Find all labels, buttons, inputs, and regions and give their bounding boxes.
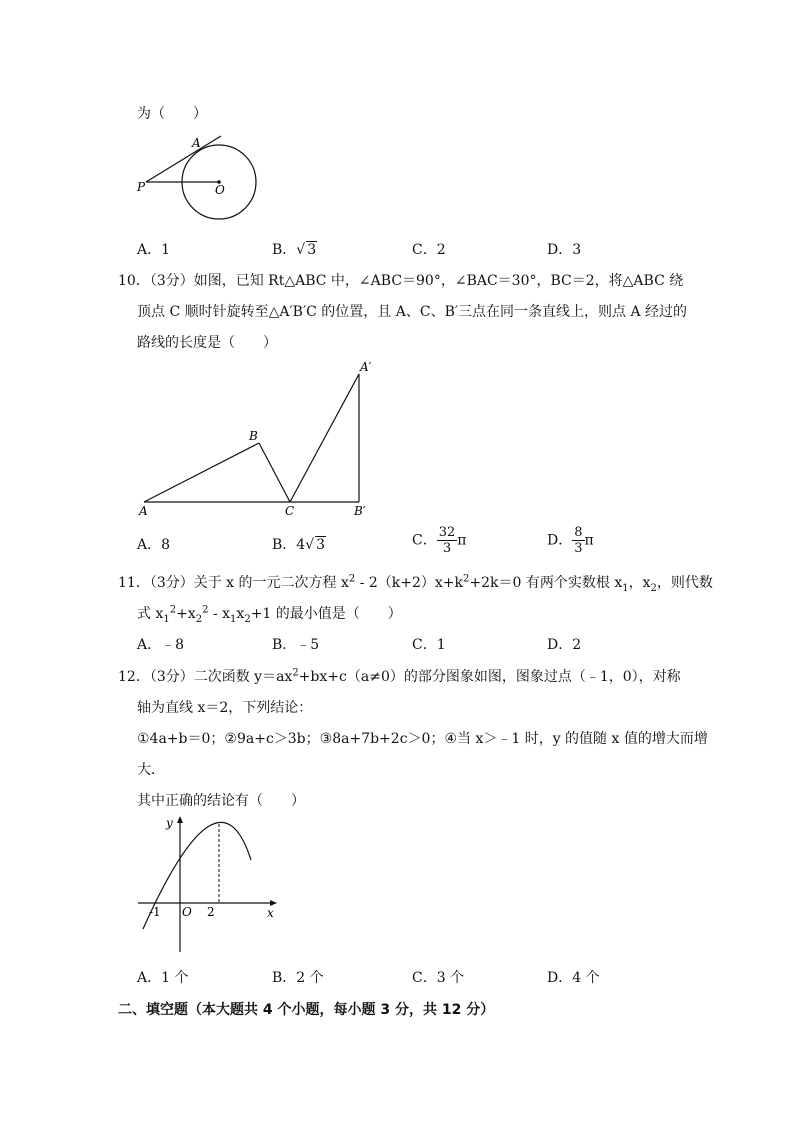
q11-sub-5: 1 xyxy=(230,613,237,625)
section-2-heading: 二、填空题（本大题共 4 个小题，每小题 3 分，共 12 分） xyxy=(118,1002,495,1018)
q12-label-y: y xyxy=(166,816,173,830)
q10-option-c-pi: π xyxy=(457,532,467,549)
q10-option-a: A．8 xyxy=(137,537,171,553)
q12-option-d: D．4 个 xyxy=(547,970,600,986)
q11-sub-1: 1 xyxy=(622,582,629,594)
q10-option-b-prefix: B．4 xyxy=(272,537,306,553)
q11-text-1e: ，则代数 xyxy=(656,575,713,591)
q10-line-2: 顶点 C 顺时针旋转至△A′B′C 的位置，且 A、C、B′三点在同一条直线上，则点 A 经过的 xyxy=(137,304,688,320)
q10-option-c-fraction xyxy=(437,525,458,556)
q9-label-o: O xyxy=(215,183,225,197)
q12-option-c: C．3 个 xyxy=(412,970,465,986)
q11-option-b: B．﹣5 xyxy=(272,637,320,653)
q10-option-b-radicand: 3 xyxy=(316,537,326,553)
q11-sup-2: 2 xyxy=(463,573,470,585)
q11-option-d: D．2 xyxy=(547,637,582,653)
q11-text-1b: - 2（k+2）x+k xyxy=(355,575,464,591)
q12-y-axis-arrow xyxy=(177,816,183,823)
q9-option-b-radicand: 3 xyxy=(307,242,317,258)
q10-line-3: 路线的长度是（ ） xyxy=(137,335,277,351)
q12-parabola-figure xyxy=(130,812,290,957)
q12-line-5: 其中正确的结论有（ ） xyxy=(137,793,305,809)
q10-label-a-prime: A′ xyxy=(360,360,372,374)
q9-circle-tangent-figure xyxy=(130,130,270,225)
q9-option-b-prefix: B． xyxy=(272,242,297,258)
q10-option-d-fraction xyxy=(572,525,584,556)
q11-text-2d: x xyxy=(236,606,245,622)
q12-line-2: 轴为直线 x＝2，下列结论： xyxy=(137,700,313,716)
q12-label-x: x xyxy=(267,906,274,920)
q12-label-origin: O xyxy=(182,905,192,919)
q10-segment-bc xyxy=(259,443,290,502)
q12-text-1b: +bx+c（a≠0）的部分图象如图，图象过点（﹣1，0），对称 xyxy=(298,669,681,685)
q12-line-4: 大． xyxy=(137,762,165,778)
q9-option-d: D．3 xyxy=(547,242,582,258)
q12-line-1 xyxy=(118,666,681,686)
q10-label-b: B xyxy=(249,429,258,443)
q11-sub-2: 2 xyxy=(650,582,657,594)
q9-label-p: P xyxy=(137,180,146,194)
q10-option-c-denominator: 3 xyxy=(442,541,452,556)
q11-sup-3: 2 xyxy=(169,604,177,616)
q12-line-3: ①4a+b＝0；②9a+c＞3b；③8a+7b+2c＞0；④当 x＞﹣1 时，y 的值随 x 值的增大而增 xyxy=(137,731,708,747)
q9-option-b: B．√ 3 xyxy=(272,242,317,258)
q10-segment-ab xyxy=(144,443,259,502)
q11-sup-1: 2 xyxy=(348,573,356,585)
q10-option-c-prefix: C． xyxy=(412,532,437,549)
q10-option-d-prefix: D． xyxy=(547,532,573,549)
q11-option-a: A．﹣8 xyxy=(137,637,185,653)
q11-sub-3: 1 xyxy=(163,613,170,625)
q10-rotation-figure xyxy=(130,358,390,520)
q11-option-c: C．1 xyxy=(412,637,446,653)
q10-option-d-numerator: 8 xyxy=(574,525,583,540)
q11-text-2e: +1 的最小值是（ ） xyxy=(250,606,402,622)
q10-option-d-denominator: 3 xyxy=(574,541,583,556)
q11-sup-4: 2 xyxy=(202,604,209,616)
q11-sub-4: 2 xyxy=(195,613,203,625)
q9-option-c: C．2 xyxy=(412,242,446,258)
q11-text-1c: +2k＝0 有两个实数根 x xyxy=(469,575,623,591)
q10-option-d-pi: π xyxy=(584,532,594,549)
q12-option-b: B．2 个 xyxy=(272,970,324,986)
q12-sup-1: 2 xyxy=(292,667,299,679)
q12-text-1a: 12．（3分）二次函数 y＝ax xyxy=(118,669,293,685)
q11-text-1d: ，x xyxy=(628,575,651,591)
q10-line-1: 10．（3分）如图，已知 Rt△ABC 中，∠ABC＝90°，∠BAC＝30°，BC＝2，将△ABC 绕 xyxy=(118,273,684,289)
q11-text-2a: 式 x xyxy=(137,606,164,622)
q10-option-b: B．4√ 3 xyxy=(272,537,326,553)
q10-option-c xyxy=(412,525,466,556)
q12-option-a: A．1 个 xyxy=(137,970,189,986)
q11-line-1 xyxy=(118,572,713,592)
q10-option-d xyxy=(547,525,594,556)
q12-label-two: 2 xyxy=(207,905,215,919)
q12-label-neg1: -1 xyxy=(149,905,161,919)
q9-tail-text: 为（ ） xyxy=(137,106,207,122)
q10-segment-ca2 xyxy=(290,374,359,502)
q11-line-2 xyxy=(137,603,402,623)
q10-label-b-prime: B′ xyxy=(354,504,366,518)
q9-option-a: A．1 xyxy=(137,242,171,258)
q10-option-c-numerator: 32 xyxy=(438,525,456,540)
q10-label-c: C xyxy=(285,504,295,518)
q11-sub-6: 2 xyxy=(244,613,251,625)
q9-tangent-line xyxy=(146,136,221,182)
q9-label-a: A xyxy=(192,136,201,150)
q11-text-2b: +x xyxy=(176,606,196,622)
q10-label-a: A xyxy=(139,504,148,518)
q11-text-2c: - x xyxy=(208,606,231,622)
q11-text-1a: 11．（3分）关于 x 的一元二次方程 x xyxy=(118,575,349,591)
